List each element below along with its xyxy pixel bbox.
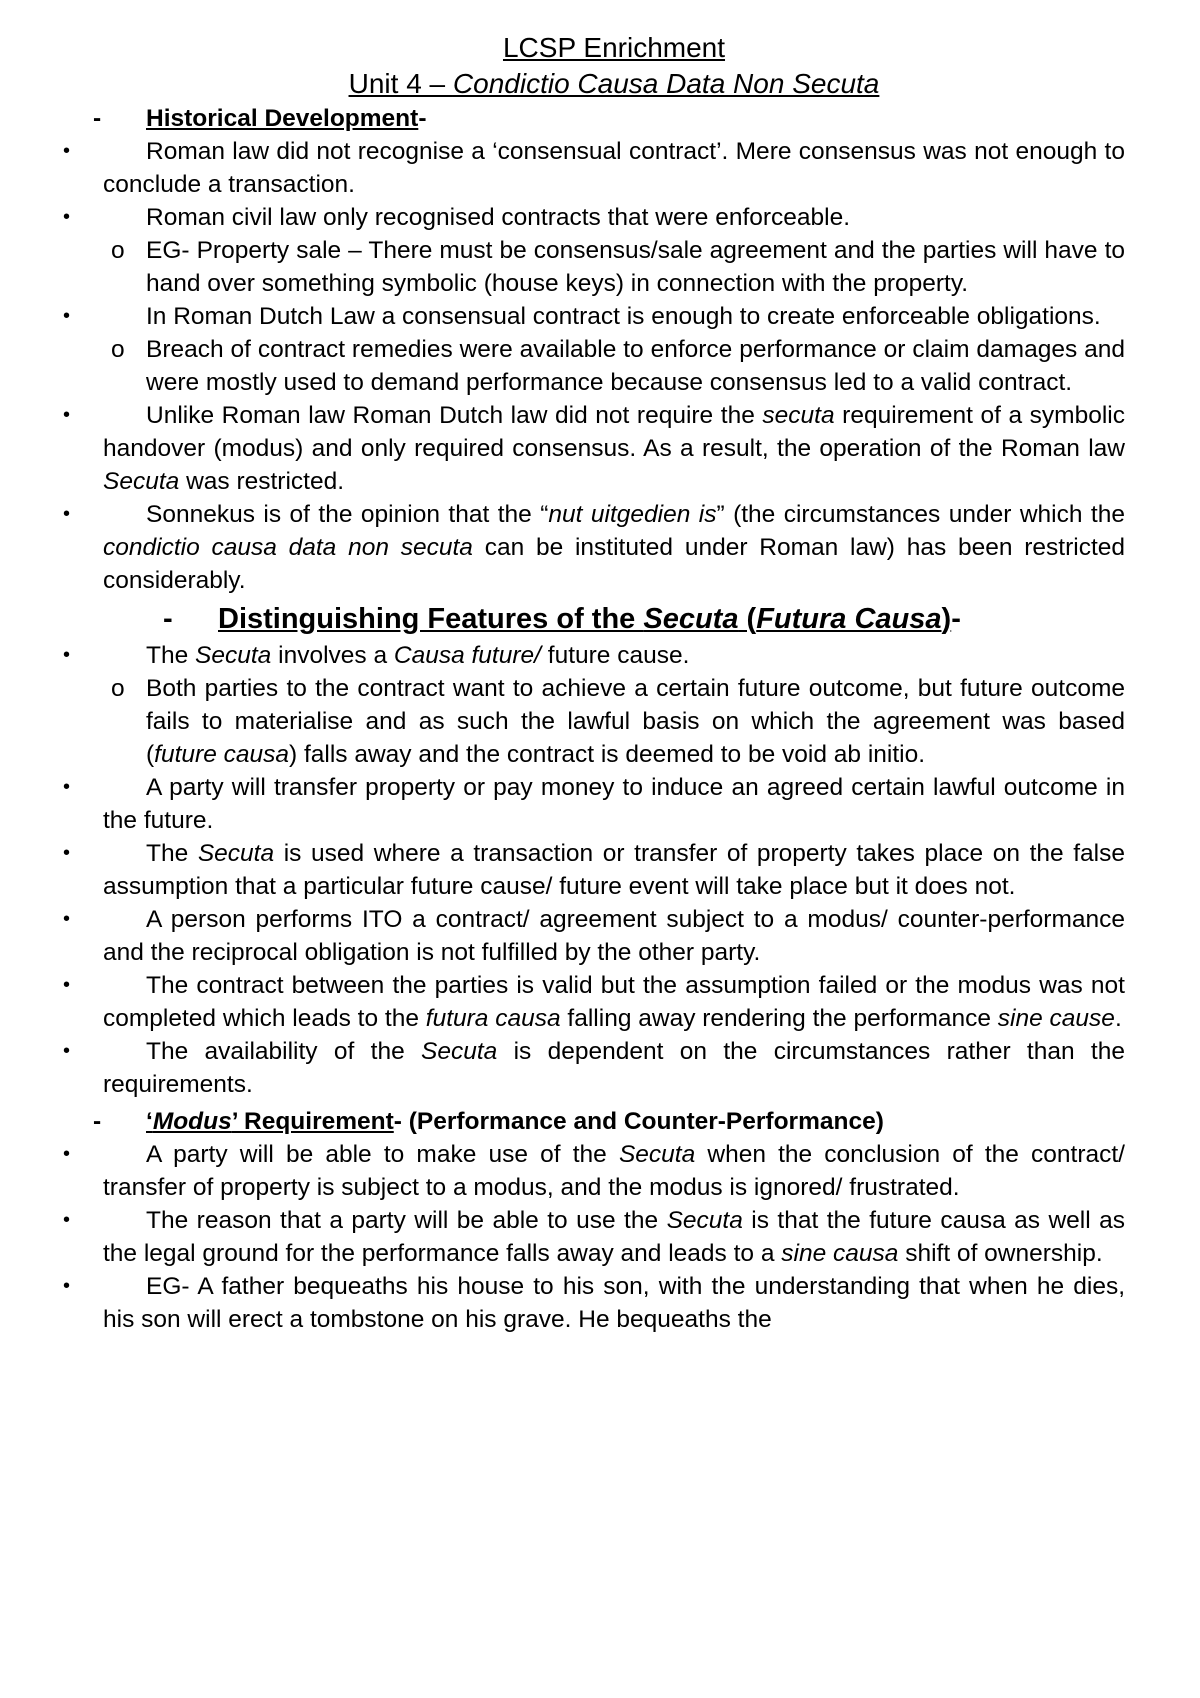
bullet-text: A party will be able to make use of the [146, 1141, 619, 1168]
title-line-2 [349, 68, 880, 99]
sub-bullet-item [103, 333, 1125, 399]
bullet-icon: • [63, 305, 71, 327]
italic-term: condictio causa data non secuta [103, 534, 473, 561]
italic-term: futura causa [425, 1005, 561, 1032]
bullet-item [63, 498, 1126, 597]
italic-term: Secuta [197, 840, 275, 867]
sub-bullet-text: Both parties to the contract want to achieve a certain future outcome, but future outcome fails to materialise and as such the lawful basis on which the agreement was based ( [146, 675, 1125, 768]
heading-suffix: - [951, 603, 961, 635]
bullet-item [63, 1138, 1125, 1204]
heading-text [146, 1108, 394, 1135]
unit-label: Unit 4 – [348, 68, 453, 99]
bullet-item [63, 1270, 1125, 1336]
bullet-icon: • [63, 404, 71, 426]
bullet-item [63, 969, 1125, 1035]
bullet-text: Roman law did not recognise a ‘consensual contract’. Mere consensus was not enough to conclude a transaction. [103, 138, 1125, 198]
heading-rest: - (Performance and Counter-Performance) [393, 1108, 884, 1135]
bullet-item [63, 201, 1125, 234]
heading-part: ) [941, 603, 952, 635]
sub-bullet-item [103, 672, 1125, 771]
document-subtitle [103, 66, 1125, 102]
bullet-text: is that the future causa as well as the legal ground for the performance falls away and leads to a [103, 1207, 1125, 1267]
bullet-icon: • [63, 1209, 71, 1231]
heading-text [218, 603, 951, 635]
bullet-icon: • [63, 140, 71, 162]
sub-bullet-text: ) falls away and the contract is deemed to be void ab initio. [289, 741, 926, 768]
bullet-text: is dependent on the circumstances rather than the requirements. [103, 1038, 1125, 1098]
bullet-icon: • [63, 1275, 71, 1297]
bullet-text: A party will transfer property or pay money to induce an agreed certain lawful outcome in the future. [103, 774, 1125, 834]
italic-term: sine cause [997, 1005, 1115, 1032]
bullet-text: when the conclusion of the contract/ transfer of property is subject to a modus, and the modus is ignored/ frustrated. [103, 1141, 1125, 1201]
bullet-text: The reason that a party will be able to use the [146, 1207, 667, 1234]
bullet-text: A person performs ITO a contract/ agreement subject to a modus/ counter-performance and the reciprocal obligation is not fulfilled by the other party. [103, 906, 1125, 966]
heading-dash: - [93, 1108, 102, 1135]
bullet-icon: • [63, 644, 71, 666]
italic-term: Secuta [666, 1207, 743, 1234]
heading-suffix: - [418, 105, 427, 132]
bullet-text: The [146, 642, 196, 669]
bullet-text: requirement of a symbolic handover (modus) and only required consensus. As a result, the operation of the Roman law [103, 402, 1125, 462]
bullet-text: The contract between the parties is valid but the assumption failed or the modus was not completed which leads to the [103, 972, 1125, 1032]
bullet-text: In Roman Dutch Law a consensual contract is enough to create enforceable obligations. [146, 303, 1101, 330]
sub-bullet-text: Breach of contract remedies were available to enforce performance or claim damages and were mostly used to demand performance because consensus led to a valid contract. [146, 336, 1125, 396]
bullet-item [63, 300, 1125, 333]
bullet-text: falling away rendering the performance [560, 1005, 998, 1032]
bullet-icon: • [63, 1143, 71, 1165]
section-heading-distinguishing-features [103, 599, 1125, 639]
bullet-text: involves a [271, 642, 394, 669]
bullet-text: can be instituted under Roman law) has been restricted considerably. [103, 534, 1126, 594]
heading-dash: - [163, 603, 173, 635]
bullet-text: Unlike Roman law Roman Dutch law did not require the [146, 402, 763, 429]
bullet-item [63, 771, 1125, 837]
bullet-text: future cause. [540, 642, 690, 669]
unit-topic: Condictio Causa Data Non Secuta [452, 68, 880, 99]
bullet-item [63, 1204, 1125, 1270]
italic-term: nut uitgedien is [548, 501, 717, 528]
bullet-item [63, 903, 1125, 969]
bullet-icon: • [63, 776, 71, 798]
italic-term: sine causa [781, 1240, 899, 1267]
heading-italic: Futura Causa [756, 603, 942, 635]
bullet-icon: • [63, 974, 71, 996]
italic-term: Secuta [195, 642, 272, 669]
sub-bullet-text: EG- Property sale – There must be consensus/sale agreement and the parties will have to hand over something symbolic (house keys) in connection with the property. [146, 237, 1125, 297]
bullet-icon: • [63, 842, 71, 864]
bullet-item [63, 135, 1125, 201]
bullet-icon: • [63, 206, 71, 228]
heading-part: ( [738, 603, 757, 635]
bullet-text: Roman civil law only recognised contracts that were enforceable. [146, 204, 851, 231]
bullet-text: The [146, 840, 198, 867]
bullet-text: . [1114, 1005, 1122, 1032]
italic-term: secuta [762, 402, 835, 429]
bullet-item [63, 399, 1125, 498]
heading-part: Distinguishing Features of the [218, 603, 644, 635]
heading-dash: - [93, 105, 102, 132]
bullet-text: The availability of the [146, 1038, 422, 1065]
bullet-text: was restricted. [179, 468, 345, 495]
bullet-text: EG- A father bequeaths his house to his son, with the understanding that when he dies, his son will erect a tombstone on his grave. He bequeaths the [103, 1273, 1125, 1333]
bullet-icon: • [63, 1040, 71, 1062]
document-title [103, 30, 1125, 66]
bullet-text: Sonnekus is of the opinion that the “ [146, 501, 549, 528]
bullet-item [63, 837, 1125, 903]
heading-italic: Secuta [643, 603, 739, 635]
heading-part: ‘ [146, 1108, 153, 1135]
italic-term: Secuta [618, 1141, 696, 1168]
bullet-text: shift of ownership. [898, 1240, 1103, 1267]
sub-bullet-icon: o [111, 675, 125, 702]
heading-part: ’ Requirement [231, 1108, 394, 1135]
section-heading-modus-requirement [93, 1105, 1125, 1138]
bullet-icon: • [63, 503, 71, 525]
sub-bullet-icon: o [111, 237, 125, 264]
bullet-text: ” (the circumstances under which the [716, 501, 1125, 528]
title-line-1: LCSP Enrichment [502, 32, 726, 63]
bullet-icon: • [63, 908, 71, 930]
italic-term: Causa future/ [393, 642, 541, 669]
sub-bullet-item [103, 234, 1125, 300]
heading-text: Historical Development [146, 105, 419, 132]
sub-bullet-icon: o [111, 336, 125, 363]
italic-term: future causa [154, 741, 290, 768]
bullet-item [63, 639, 1125, 672]
italic-term: Secuta [421, 1038, 498, 1065]
heading-italic: Modus [152, 1108, 232, 1135]
bullet-text: is used where a transaction or transfer of property takes place on the false assumption that a particular future cause/ future event will take place but it does not. [103, 840, 1125, 900]
bullet-item [63, 1035, 1125, 1101]
italic-term: Secuta [103, 468, 180, 495]
section-heading-historical [93, 102, 1125, 135]
